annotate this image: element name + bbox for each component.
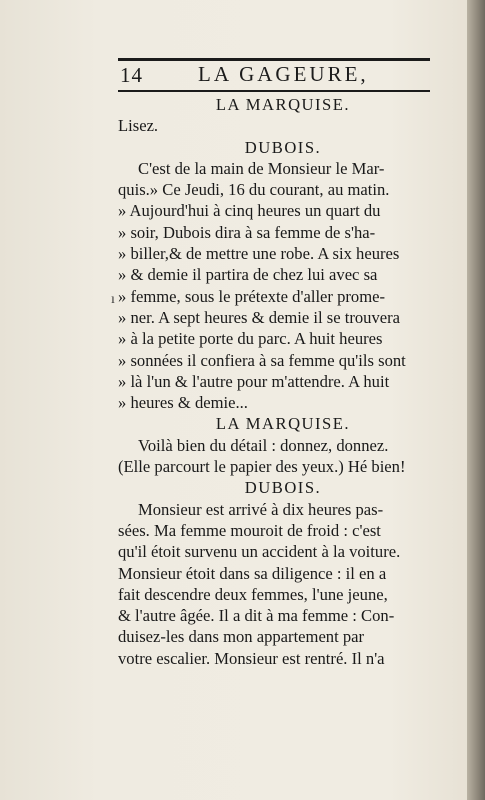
- speaker-heading: LA MARQUISE.: [215, 414, 351, 434]
- text-line: quis.» Ce Jeudi, 16 du courant, au matin.: [118, 180, 390, 200]
- text-line: » soir, Dubois dira à sa femme de s'ha-: [118, 222, 376, 242]
- text-line: » Aujourd'hui à cinq heures un quart du: [118, 201, 381, 221]
- page-number: 14: [120, 63, 143, 87]
- text-line: » & demie il partira de chez lui avec sa: [118, 265, 378, 285]
- text-line: votre escalier. Monsieur est rentré. Il n'a: [118, 648, 385, 668]
- body-text: [118, 94, 448, 669]
- page-gutter: [467, 0, 485, 800]
- text-line: » femme, sous le prétexte d'aller prome-: [118, 286, 386, 306]
- text-line: & l'autre âgée. Il a dit à ma femme : Con-: [118, 606, 395, 626]
- text-line: » là l'un & l'autre pour m'attendre. A huit: [118, 371, 390, 391]
- running-header: [118, 61, 430, 89]
- header-rule-bottom: [118, 90, 430, 92]
- text-line: duisez-les dans mon appartement par: [118, 627, 365, 647]
- text-line: fait descendre deux femmes, l'une jeune,: [118, 584, 388, 604]
- text-line: Lisez.: [118, 116, 159, 136]
- text-line: Voilà bien du détail : donnez, donnez.: [138, 435, 389, 455]
- text-line: » sonnées il confiera à sa femme qu'ils sont: [118, 350, 406, 370]
- text-line: » heures & demie...: [118, 393, 248, 413]
- text-line: C'est de la main de Monsieur le Mar-: [138, 158, 385, 178]
- speaker-heading: DUBOIS.: [244, 478, 322, 498]
- text-line: » à la petite porte du parc. A huit heures: [118, 329, 383, 349]
- text-line: » biller,& de mettre une robe. A six heures: [118, 244, 400, 264]
- running-title: LA GAGEURE,: [198, 62, 369, 86]
- text-line: sées. Ma femme mouroit de froid : c'est: [118, 520, 381, 540]
- stage-direction-line: (Elle parcourt le papier des yeux.) Hé bien!: [118, 457, 406, 477]
- text-line: » ner. A sept heures & demie il se trouvera: [118, 307, 401, 327]
- speaker-heading: DUBOIS.: [244, 137, 322, 157]
- text-line: Monsieur étoit dans sa diligence : il en a: [118, 563, 387, 583]
- speaker-heading: LA MARQUISE.: [215, 95, 351, 114]
- margin-mark: ı: [111, 292, 115, 307]
- text-line: Monsieur est arrivé à dix heures pas-: [138, 499, 384, 519]
- text-line: qu'il étoit survenu un accident à la voiture.: [118, 542, 401, 562]
